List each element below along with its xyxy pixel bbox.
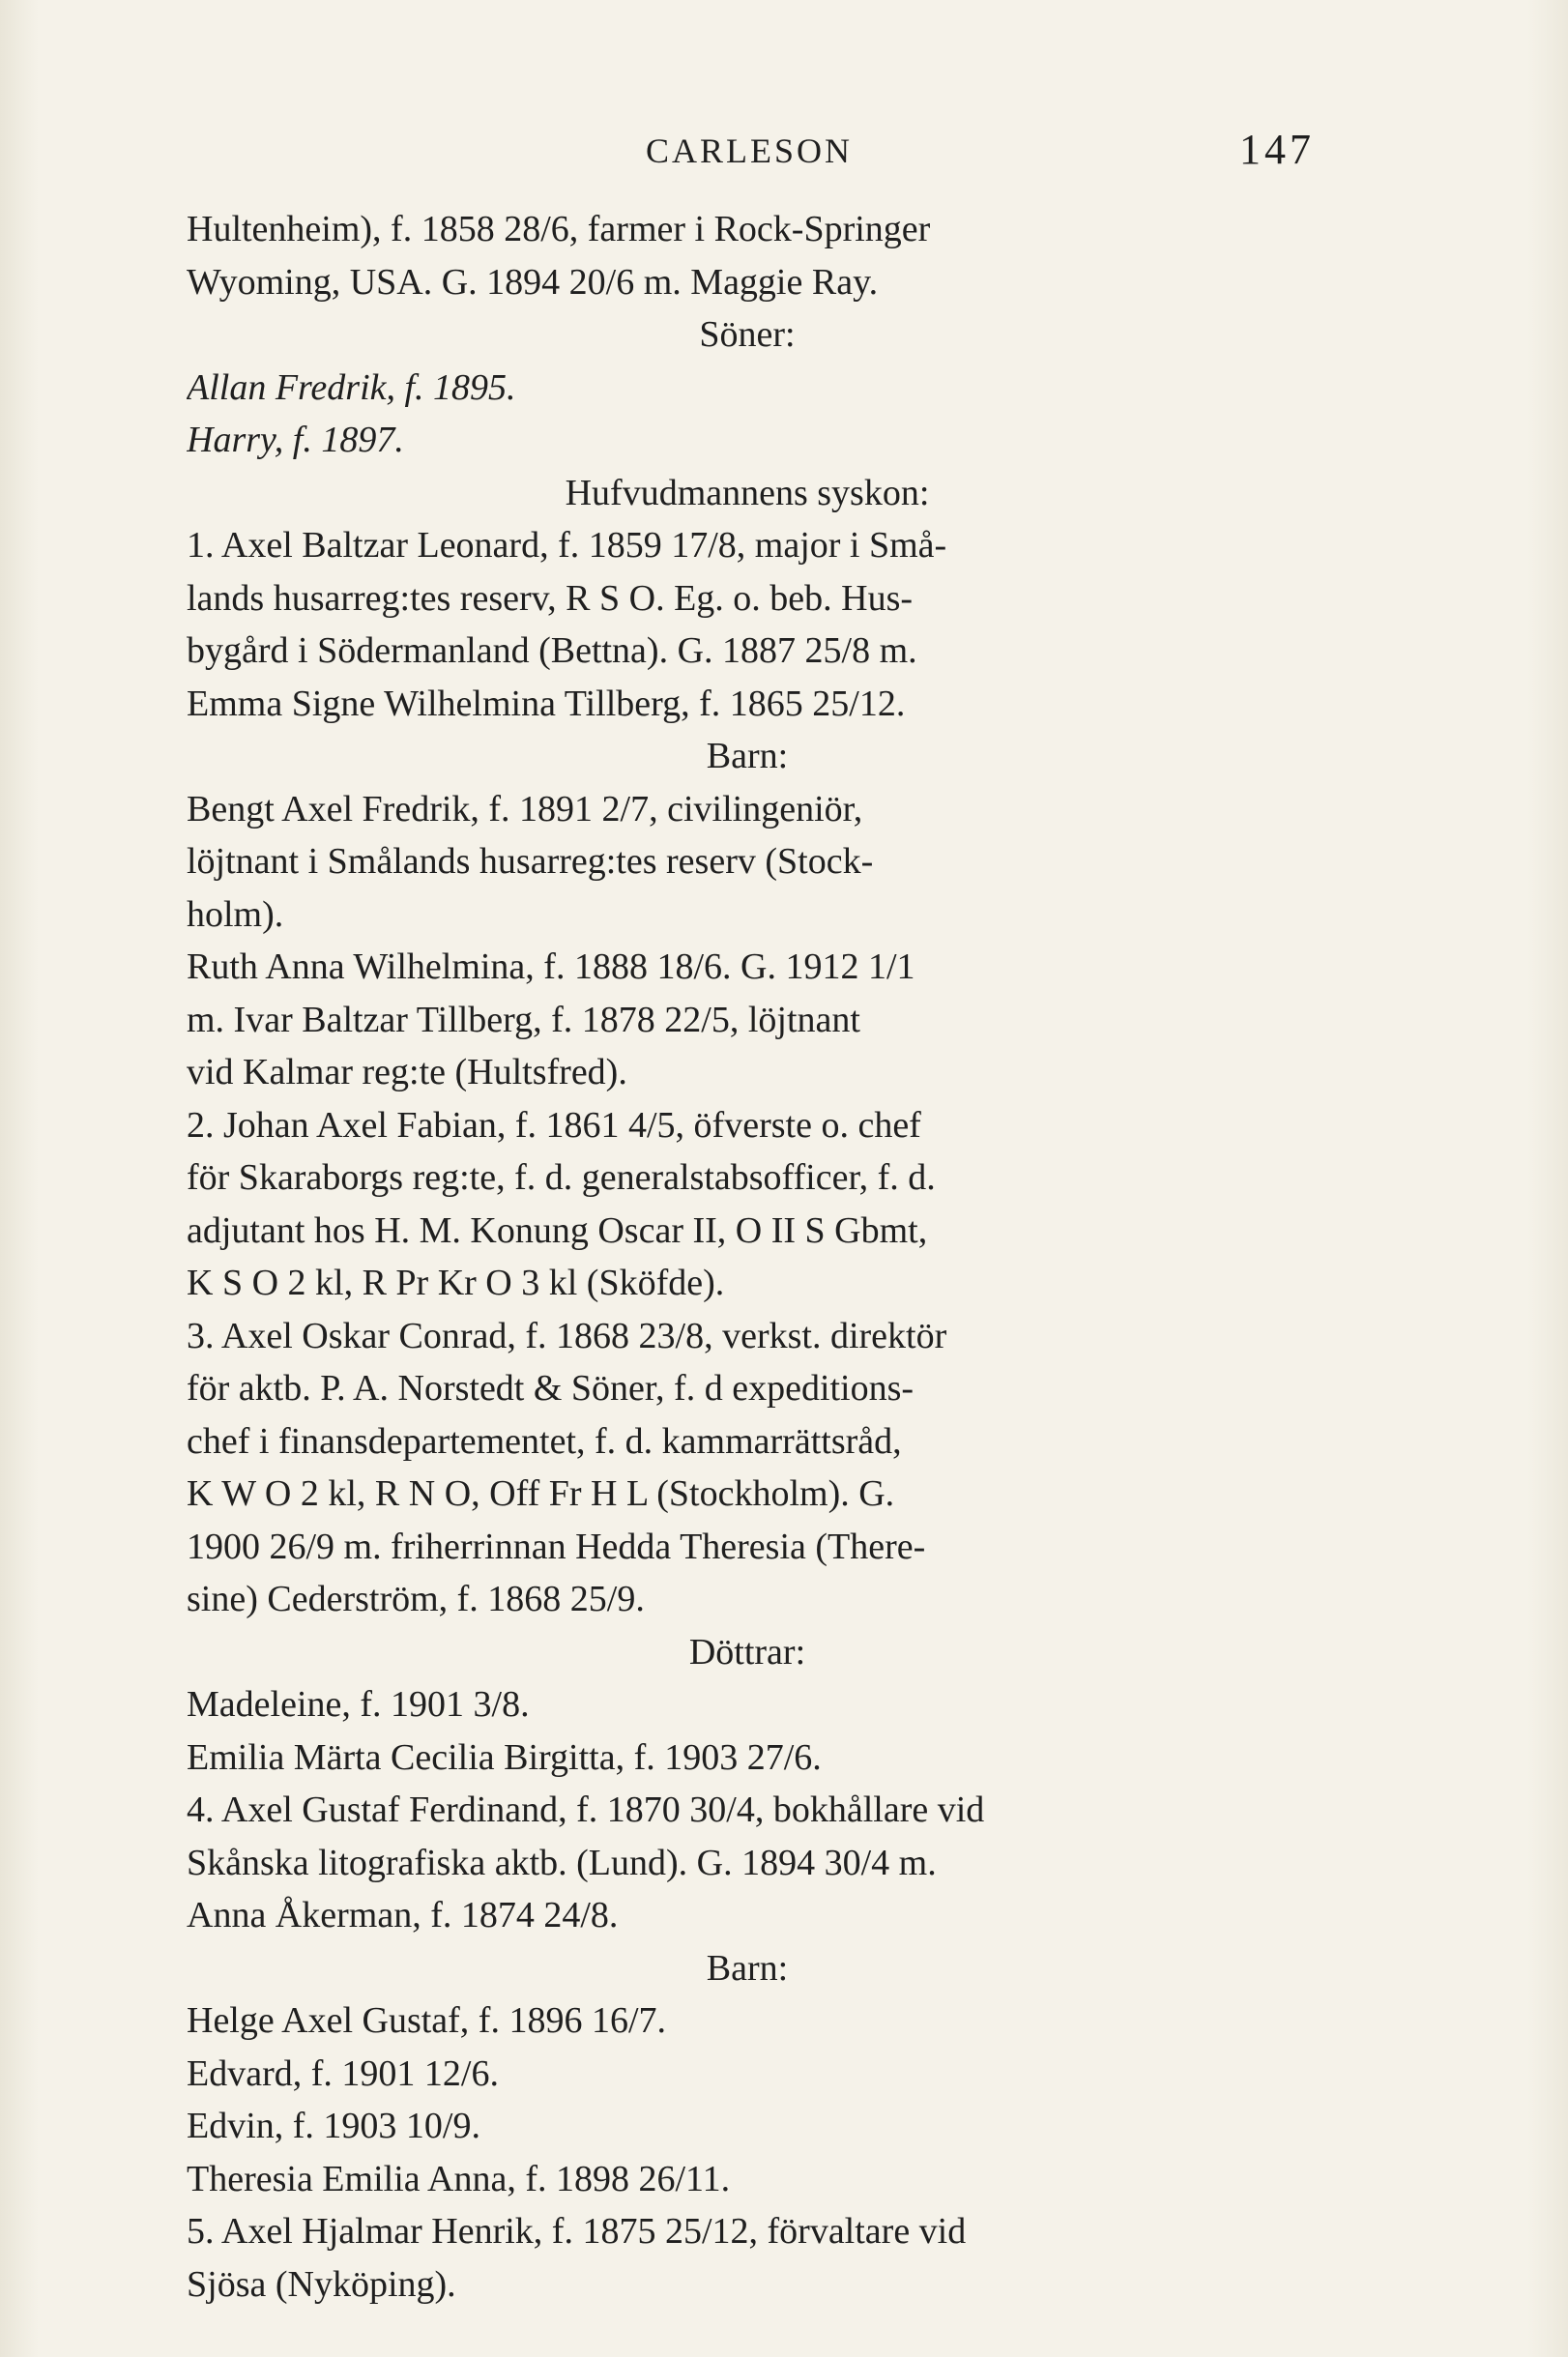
section-heading: Döttrar: — [688, 1631, 806, 1673]
section-heading: Söner: — [699, 314, 796, 355]
text-line: Anna Åkerman, f. 1874 24/8. — [187, 1895, 619, 1935]
body-text — [187, 203, 1308, 2311]
text-line: Wyoming, USA. G. 1894 20/6 m. Maggie Ray. — [187, 261, 879, 303]
text-line: Hultenheim), f. 1858 28/6, farmer i Rock-Springer — [187, 209, 931, 249]
text-line: Bengt Axel Fredrik, f. 1891 2/7, civilingeniör, — [187, 788, 863, 829]
text-line: Emma Signe Wilhelmina Tillberg, f. 1865 25/12. — [187, 683, 906, 724]
section-heading: Hufvudmannens syskon: — [565, 472, 930, 513]
text-line: Helge Axel Gustaf, f. 1896 16/7. — [187, 2000, 667, 2041]
text-line: Sjösa (Nyköping). — [187, 2263, 456, 2305]
text-line: Edvin, f. 1903 10/9. — [187, 2106, 480, 2146]
text-line: adjutant hos H. M. Konung Oscar II, O II S Gbmt, — [187, 1209, 928, 1251]
page-header — [184, 126, 1315, 189]
text-line: vid Kalmar reg:te (Hultsfred). — [187, 1052, 627, 1092]
text-line: 1900 26/9 m. friherrinnan Hedda Theresia (There- — [187, 1526, 926, 1567]
text-line: 2. Johan Axel Fabian, f. 1861 4/5, öfverste o. chef — [187, 1104, 921, 1146]
section-heading: Barn: — [706, 1947, 789, 1989]
text-line: Theresia Emilia Anna, f. 1898 26/11. — [187, 2158, 731, 2199]
text-line: sine) Cederström, f. 1868 25/9. — [187, 1579, 645, 1619]
text-line: Harry, f. 1897. — [187, 420, 404, 460]
text-line: 3. Axel Oskar Conrad, f. 1868 23/8, verkst. direktör — [187, 1315, 947, 1356]
text-line: för aktb. P. A. Norstedt & Söner, f. d expeditions- — [187, 1368, 915, 1409]
text-line: 5. Axel Hjalmar Henrik, f. 1875 25/12, förvaltare vid — [187, 2211, 967, 2252]
text-line: bygård i Södermanland (Bettna). G. 1887 25/8 m. — [187, 630, 917, 671]
text-line: K W O 2 kl, R N O, Off Fr H L (Stockholm). G. — [187, 1473, 895, 1514]
text-line: Madeleine, f. 1901 3/8. — [187, 1684, 530, 1725]
text-line: holm). — [187, 893, 284, 935]
text-line: 1. Axel Baltzar Leonard, f. 1859 17/8, major i Små- — [187, 525, 947, 566]
running-head: CARLESON — [645, 131, 854, 170]
text-line: Allan Fredrik, f. 1895. — [187, 366, 516, 408]
text-line: m. Ivar Baltzar Tillberg, f. 1878 22/5, löjtnant — [187, 999, 860, 1040]
text-line: Ruth Anna Wilhelmina, f. 1888 18/6. G. 1912 1/1 — [187, 946, 915, 987]
text-line: chef i finansdepartementet, f. d. kammarrättsråd, — [187, 1420, 902, 1462]
text-line: Skånska litografiska aktb. (Lund). G. 1894 30/4 m. — [187, 1842, 937, 1883]
text-line: Edvard, f. 1901 12/6. — [187, 2052, 499, 2094]
text-line: lands husarreg:tes reserv, R S O. Eg. o. beb. Hus- — [187, 577, 914, 619]
text-line: K S O 2 kl, R Pr Kr O 3 kl (Sköfde). — [187, 1263, 725, 1303]
section-heading: Barn: — [706, 736, 789, 776]
text-line: Emilia Märta Cecilia Birgitta, f. 1903 27/6. — [187, 1736, 822, 1778]
page-number: 147 — [1239, 126, 1315, 173]
text-line: 4. Axel Gustaf Ferdinand, f. 1870 30/4, bokhållare vid — [187, 1790, 985, 1830]
text-line: för Skaraborgs reg:te, f. d. generalstabsofficer, f. d. — [187, 1157, 936, 1198]
text-line: löjtnant i Smålands husarreg:tes reserv (Stock- — [187, 841, 874, 882]
